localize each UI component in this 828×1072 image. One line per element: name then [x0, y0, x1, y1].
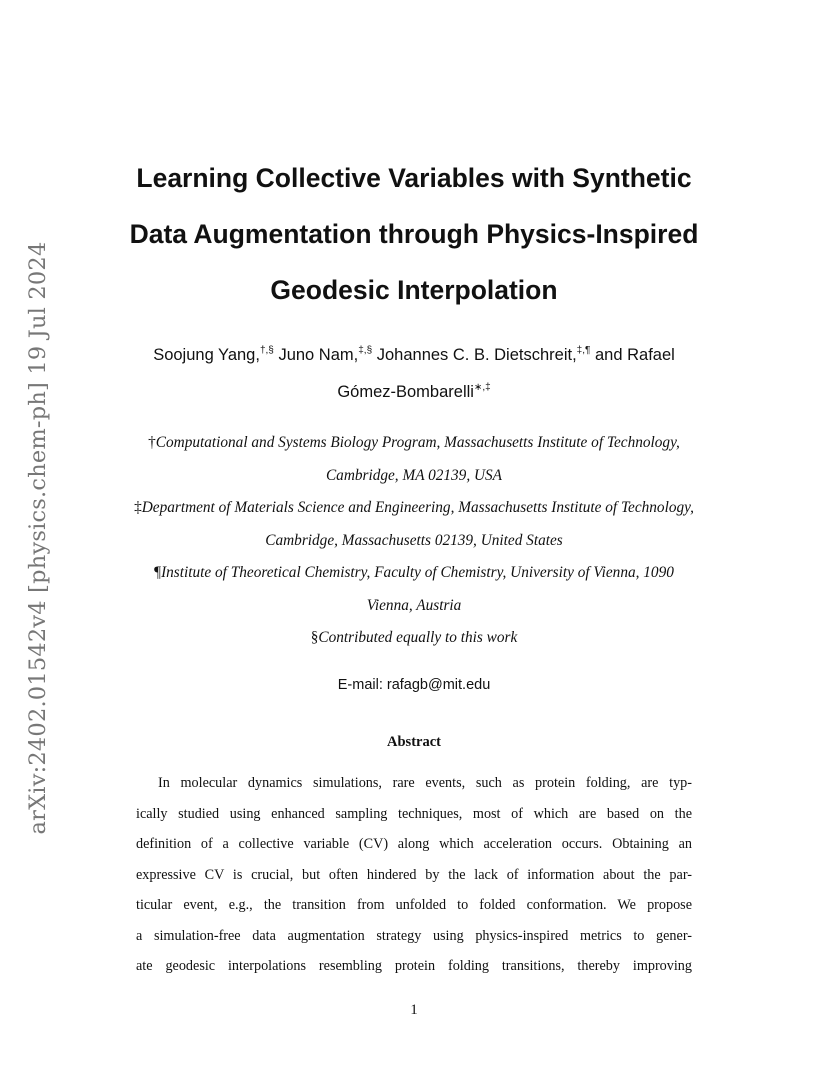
author-list	[0, 337, 828, 411]
title-line: Geodesic Interpolation	[270, 275, 558, 305]
affiliation-line: Cambridge, MA 02139, USA	[325, 466, 503, 484]
affiliation-mark: †	[148, 434, 156, 451]
affiliation-line: Cambridge, Massachusetts 02139, United States	[265, 531, 563, 549]
author-affiliation-marks: ∗,‡	[473, 382, 491, 393]
author-name: Johannes C. B. Dietschreit,	[376, 346, 577, 364]
affiliation-line: Vienna, Austria	[366, 596, 462, 614]
title-line: Learning Collective Variables with Synthetic	[136, 163, 692, 193]
author-line	[0, 374, 828, 411]
author-line	[0, 337, 828, 374]
affiliation-mark: ¶	[154, 564, 162, 581]
affiliation-line	[0, 427, 828, 460]
affiliation-text: Institute of Theoretical Chemistry, Faculty of Chemistry, University of Vienna, 1090	[161, 564, 674, 581]
abstract-line: ically studied using enhanced sampling techniques, most of which are based on the	[136, 805, 692, 822]
affiliation-list	[0, 427, 828, 655]
abstract-heading: Abstract	[387, 734, 441, 750]
author-name: Gómez-Bombarelli	[337, 383, 474, 401]
corresponding-email: E-mail: rafagb@mit.edu	[337, 677, 491, 693]
title-line: Data Augmentation through Physics-Inspired	[129, 219, 699, 249]
affiliation-line	[0, 622, 828, 655]
affiliation-line	[0, 557, 828, 590]
arxiv-identifier-stamp: arXiv:2402.01542v4 [physics.chem-ph] 19 Jul 2024	[25, 241, 51, 835]
affiliation-text: Computational and Systems Biology Program, Massachusetts Institute of Technology,	[155, 434, 680, 451]
page-number: 1	[410, 1002, 418, 1018]
abstract-line: In molecular dynamics simulations, rare events, such as protein folding, are typ-	[158, 775, 692, 791]
author-affiliation-marks: ‡,¶	[576, 345, 591, 356]
affiliation-mark: ‡	[134, 499, 142, 516]
author-affiliation-marks: †,§	[259, 345, 274, 356]
author-name: and Rafael	[594, 346, 675, 364]
abstract-line: ticular event, e.g., the transition from unfolded to folded conformation. We propose	[136, 897, 692, 913]
affiliation-line	[0, 492, 828, 525]
affiliation-text: Department of Materials Science and Engineering, Massachusetts Institute of Technology,	[141, 499, 694, 516]
author-name: Juno Nam,	[278, 346, 359, 364]
author-name: Soojung Yang,	[153, 346, 260, 364]
abstract-line: expressive CV is crucial, but often hindered by the lack of information about the par-	[136, 866, 692, 883]
author-affiliation-marks: ‡,§	[358, 345, 373, 356]
abstract-line: a simulation-free data augmentation strategy using physics-inspired metrics to gener-	[136, 927, 692, 944]
paper-title	[0, 150, 828, 318]
abstract-line: ate geodesic interpolations resembling protein folding transitions, thereby improving	[136, 958, 692, 974]
abstract-body	[136, 768, 692, 982]
affiliation-text: Contributed equally to this work	[318, 629, 518, 646]
abstract-line: definition of a collective variable (CV) along which acceleration occurs. Obtaining an	[136, 836, 692, 852]
affiliation-mark: §	[310, 629, 319, 646]
